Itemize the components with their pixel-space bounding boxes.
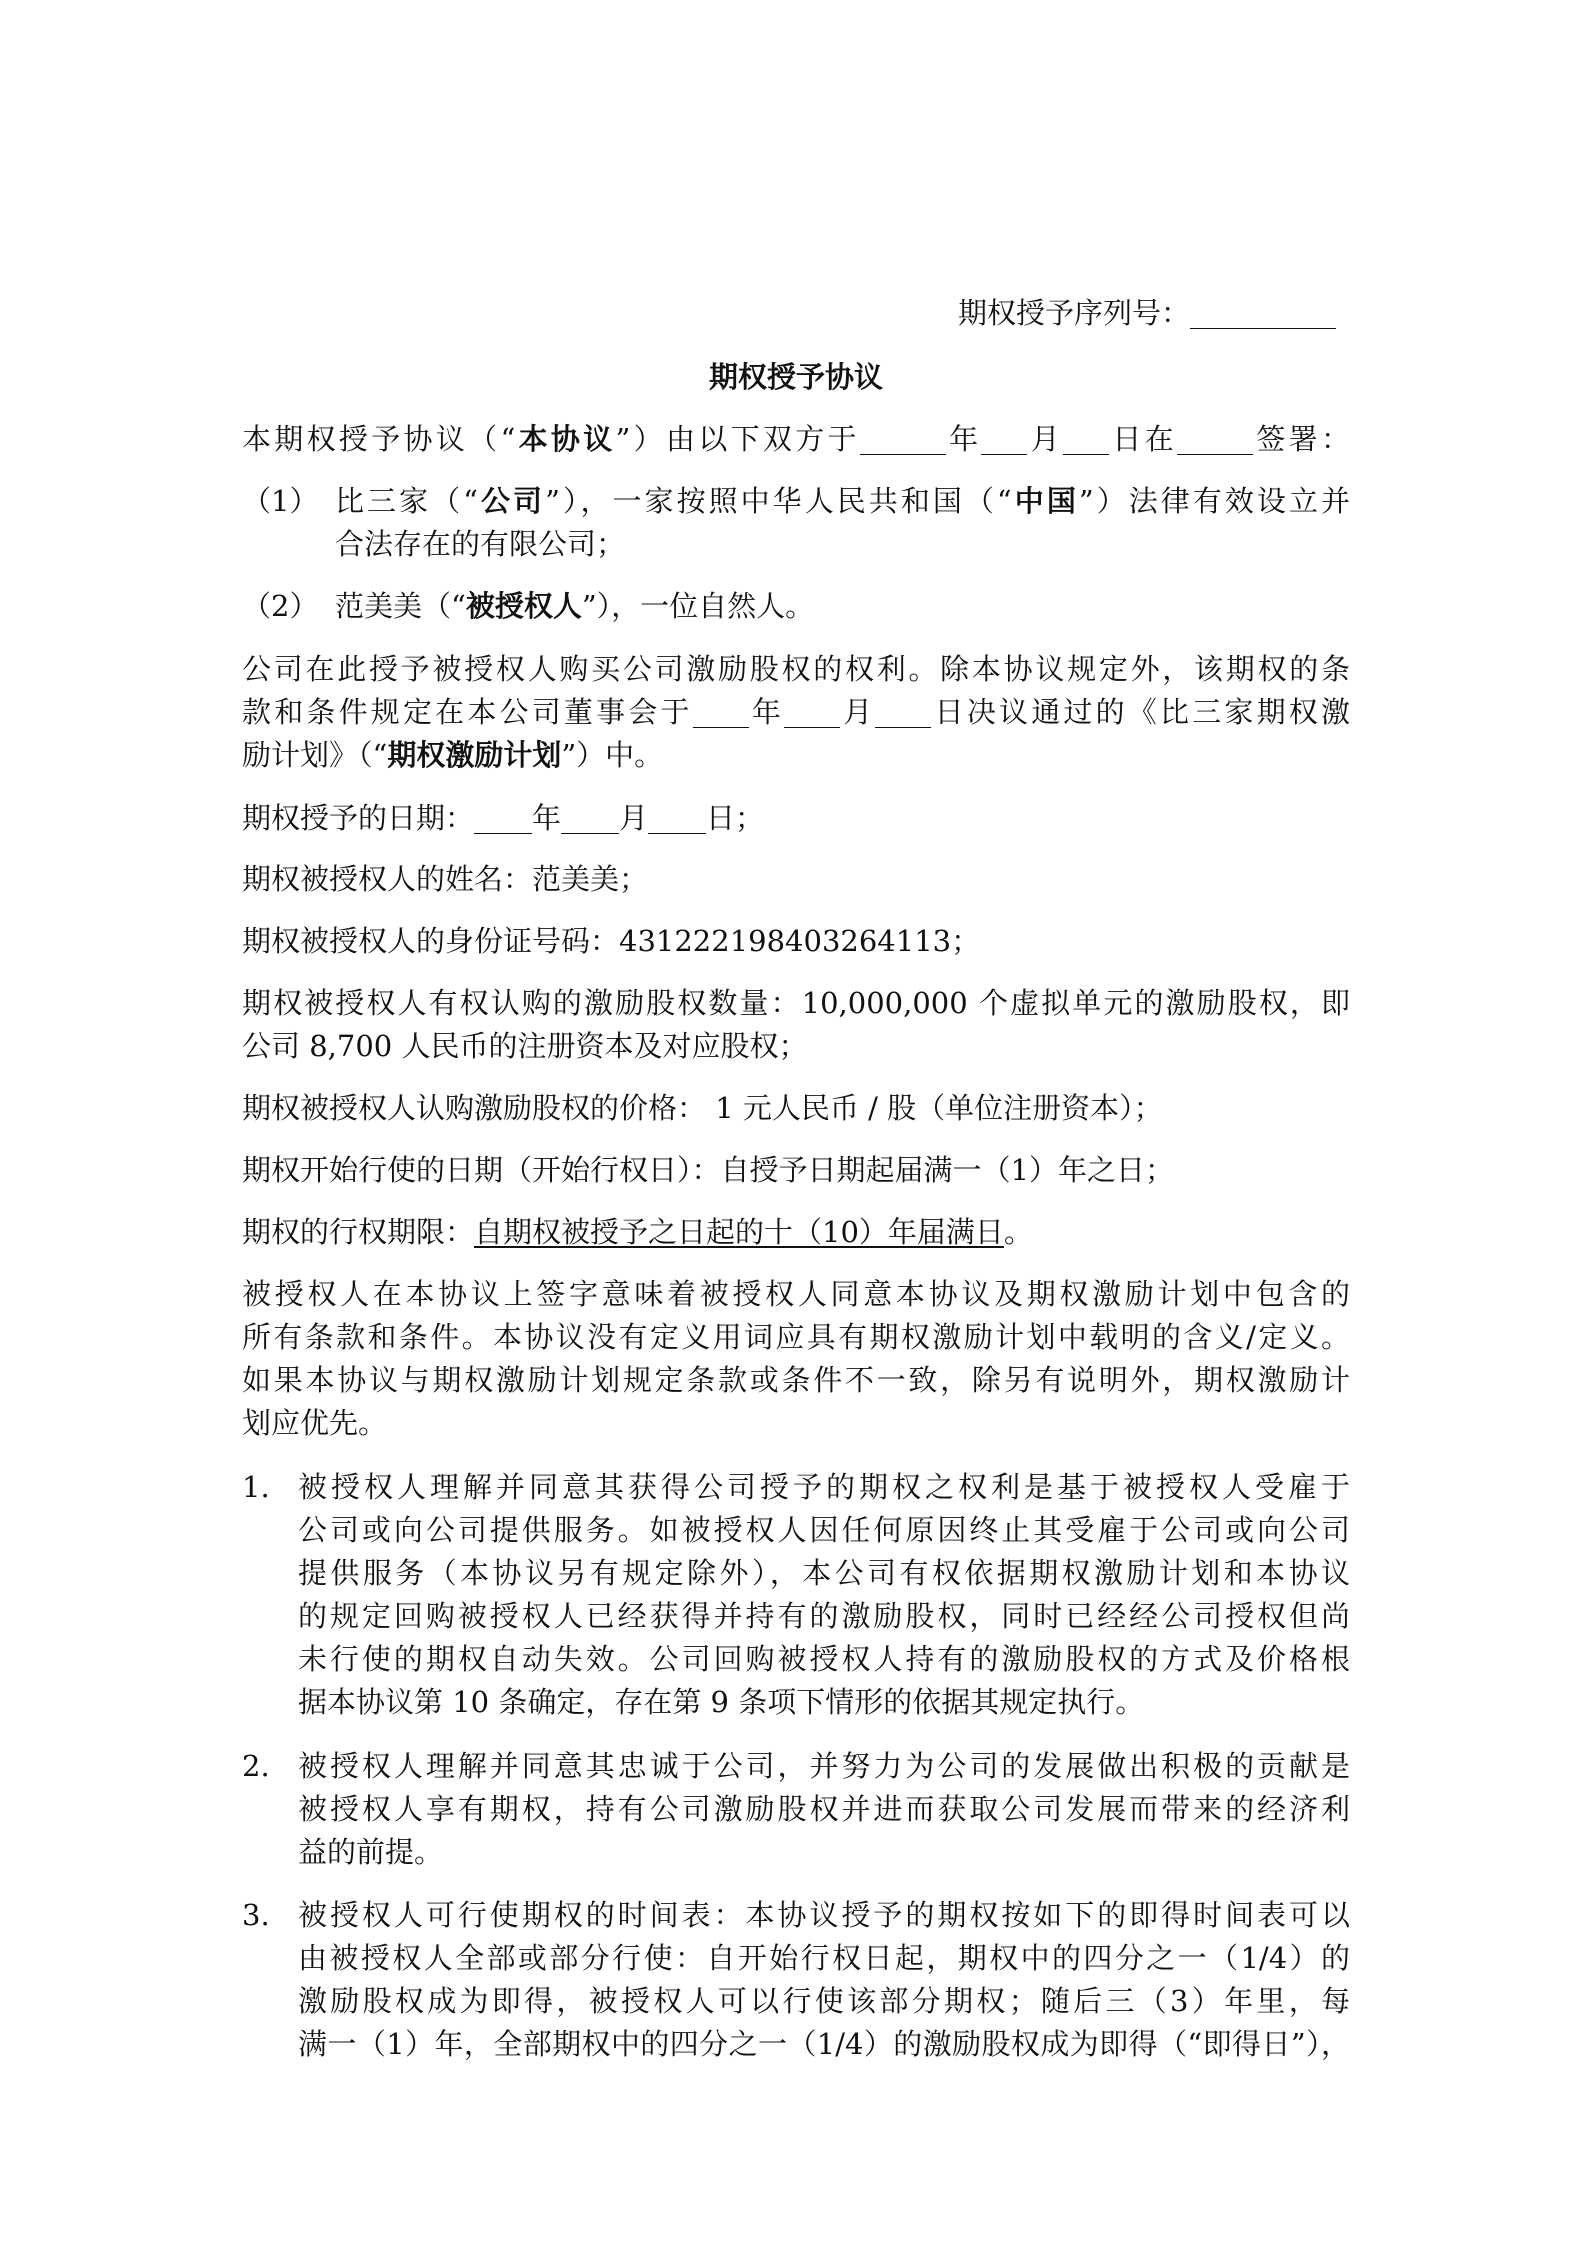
exercise-term-line (242, 1211, 1350, 1254)
sign-place-blank[interactable] (1177, 424, 1253, 455)
board-year-blank[interactable] (693, 697, 749, 728)
clause-2-line-1: 被授权人理解并同意其忠诚于公司，并努力为公司的发展做出积极的贡献是 (298, 1749, 1350, 1783)
serial-number-line (958, 292, 1358, 335)
agreement-line-1: 被授权人在本协议上签字意味着被授权人同意本协议及期权激励计划中包含的 (242, 1277, 1350, 1311)
agreement-line-2: 所有条款和条件。本协议没有定义用词应具有期权激励计划中载明的含义/定义。 (242, 1320, 1350, 1354)
clause-1-line-2: 公司或向公司提供服务。如被授权人因任何原因终止其受雇于公司或向公司 (298, 1513, 1350, 1547)
intro-bold-term: 本协议 (515, 422, 616, 456)
sign-day-blank[interactable] (1063, 424, 1109, 455)
clause-1-line-1: 被授权人理解并同意其获得公司授予的期权之权利是基于被授权人受雇于 (298, 1470, 1350, 1504)
intro-month: 月 (1027, 422, 1064, 456)
agreement-line-3: 如果本协议与期权激励计划规定条款或条件不一致，除另有说明外，期权激励计 (242, 1363, 1350, 1397)
price-line: 期权被授权人认购激励股权的价格： 1 元人民币 / 股（单位注册资本）； (242, 1091, 1163, 1125)
exercise-term-end: 。 (1003, 1215, 1033, 1249)
clause-2-line-3: 益的前提。 (298, 1835, 444, 1869)
clause-3-line-2: 由被授权人全部或部分行使：自开始行权日起，期权中的四分之一（1/4）的 (298, 1941, 1350, 1975)
grantee-id: 期权被授权人的身份证号码：431222198403264113； (242, 924, 981, 958)
document-title: 期权授予协议 (708, 360, 883, 394)
exercise-start-line: 期权开始行使的日期（开始行权日）：自授予日期起届满一（1）年之日； (242, 1153, 1174, 1187)
grant-line-1: 公司在此授予被授权人购买公司激励股权的权利。除本协议规定外，该期权的条 (242, 652, 1350, 686)
exercise-term-label: 期权的行权期限： (242, 1215, 475, 1249)
grant-plan-bold: 期权激励计划 (387, 738, 562, 772)
party-1-line (335, 480, 1350, 523)
clause-3-line-1: 被授权人可行使期权的时间表：本协议授予的期权按如下的即得时间表可以 (298, 1898, 1350, 1932)
grant-date-day-blank[interactable] (648, 803, 706, 834)
clause-1-number: 1. (242, 1470, 270, 1504)
board-month-blank[interactable] (784, 697, 840, 728)
clause-1-line-6: 据本协议第 10 条确定，存在第 9 条项下情形的依据其规定执行。 (298, 1685, 1145, 1719)
clause-1-line-5: 未行使的期权自动失效。公司回购被授权人持有的激励股权的方式及价格根 (298, 1642, 1350, 1676)
intro-line (242, 418, 1350, 461)
grant-month: 月 (840, 695, 876, 729)
grant-line-3 (242, 734, 1350, 777)
sign-month-blank[interactable] (981, 424, 1027, 455)
grant-line-2-text: 款和条件规定在本公司董事会于 (242, 695, 693, 729)
clause-2-line-2: 被授权人享有期权，持有公司激励股权并进而获取公司发展而带来的经济利 (298, 1792, 1350, 1826)
share-quantity-line-2: 公司 8,700 人民币的注册资本及对应股权； (242, 1029, 808, 1063)
grant-date-line (242, 797, 1350, 840)
intro-year: 年 (945, 422, 982, 456)
party-1-bold-company: 公司 (477, 484, 546, 518)
grant-date-label: 期权授予的日期： (242, 801, 475, 835)
party-1-bold-china: 中国 (1011, 484, 1079, 518)
sign-year-blank[interactable] (860, 424, 946, 455)
clause-3-line-4: 满一（1）年，全部期权中的四分之一（1/4）的激励股权成为即得（“即得日”）， (298, 2027, 1350, 2061)
party-2-bold-grantee: 被授权人 (465, 589, 582, 623)
grant-date-year-blank[interactable] (474, 803, 532, 834)
intro-mid: ”）由以下双方于 (615, 422, 860, 456)
grant-date-year: 年 (532, 801, 562, 835)
party-2-text-c: ”），一位自然人。 (581, 589, 815, 623)
grant-line-3-end: ”）中。 (561, 738, 664, 772)
clause-1-line-4: 的规定回购被授权人已经获得并持有的激励股权，同时已经经公司授权但尚 (298, 1599, 1350, 1633)
grant-date-day: 日； (706, 801, 765, 835)
grantee-name: 期权被授权人的姓名：范美美； (242, 862, 649, 896)
share-quantity-line-1: 期权被授权人有权认购的激励股权数量：10,000,000 个虚拟单元的激励股权，即 (242, 986, 1350, 1020)
grant-date-month: 月 (619, 801, 649, 835)
party-2-line (335, 585, 1350, 628)
intro-suffix: 签署： (1253, 422, 1350, 456)
party-1-text-c: ”），一家按照中华人民共和国（“ (545, 484, 1012, 518)
exercise-term-value: 自期权被授予之日起的十（10）年届满日 (474, 1215, 1004, 1249)
party-1-number: （1） (242, 484, 319, 518)
intro-prefix: 本期权授予协议（“ (242, 422, 516, 456)
grant-date-month-blank[interactable] (561, 803, 619, 834)
serial-number-blank[interactable] (1190, 298, 1336, 329)
clause-1-line-3: 提供服务（本协议另有规定除外），本公司有权依据期权激励计划和本协议 (298, 1556, 1350, 1590)
party-1-continuation: 合法存在的有限公司； (335, 527, 626, 561)
party-1-text-a: 比三家（“ (335, 484, 478, 518)
clause-3-number: 3. (242, 1898, 270, 1932)
agreement-line-4: 划应优先。 (242, 1406, 388, 1440)
party-2-number: （2） (242, 589, 319, 623)
board-day-blank[interactable] (875, 697, 931, 728)
grant-year: 年 (748, 695, 785, 729)
clause-3-line-3: 激励股权成为即得，被授权人可以行使该部分期权；随后三（3）年里，每 (298, 1984, 1350, 2018)
grant-line-2-end: 日决议通过的《比三家期权激 (931, 695, 1350, 729)
intro-day: 日在 (1109, 422, 1178, 456)
grant-line-2 (242, 691, 1350, 734)
clause-2-number: 2. (242, 1749, 270, 1783)
grant-line-3-text: 励计划》（“ (242, 738, 388, 772)
party-2-text-a: 范美美（“ (335, 589, 466, 623)
serial-number-label: 期权授予序列号： (958, 296, 1191, 330)
party-1-text-d: ”）法律有效设立并 (1078, 484, 1350, 518)
